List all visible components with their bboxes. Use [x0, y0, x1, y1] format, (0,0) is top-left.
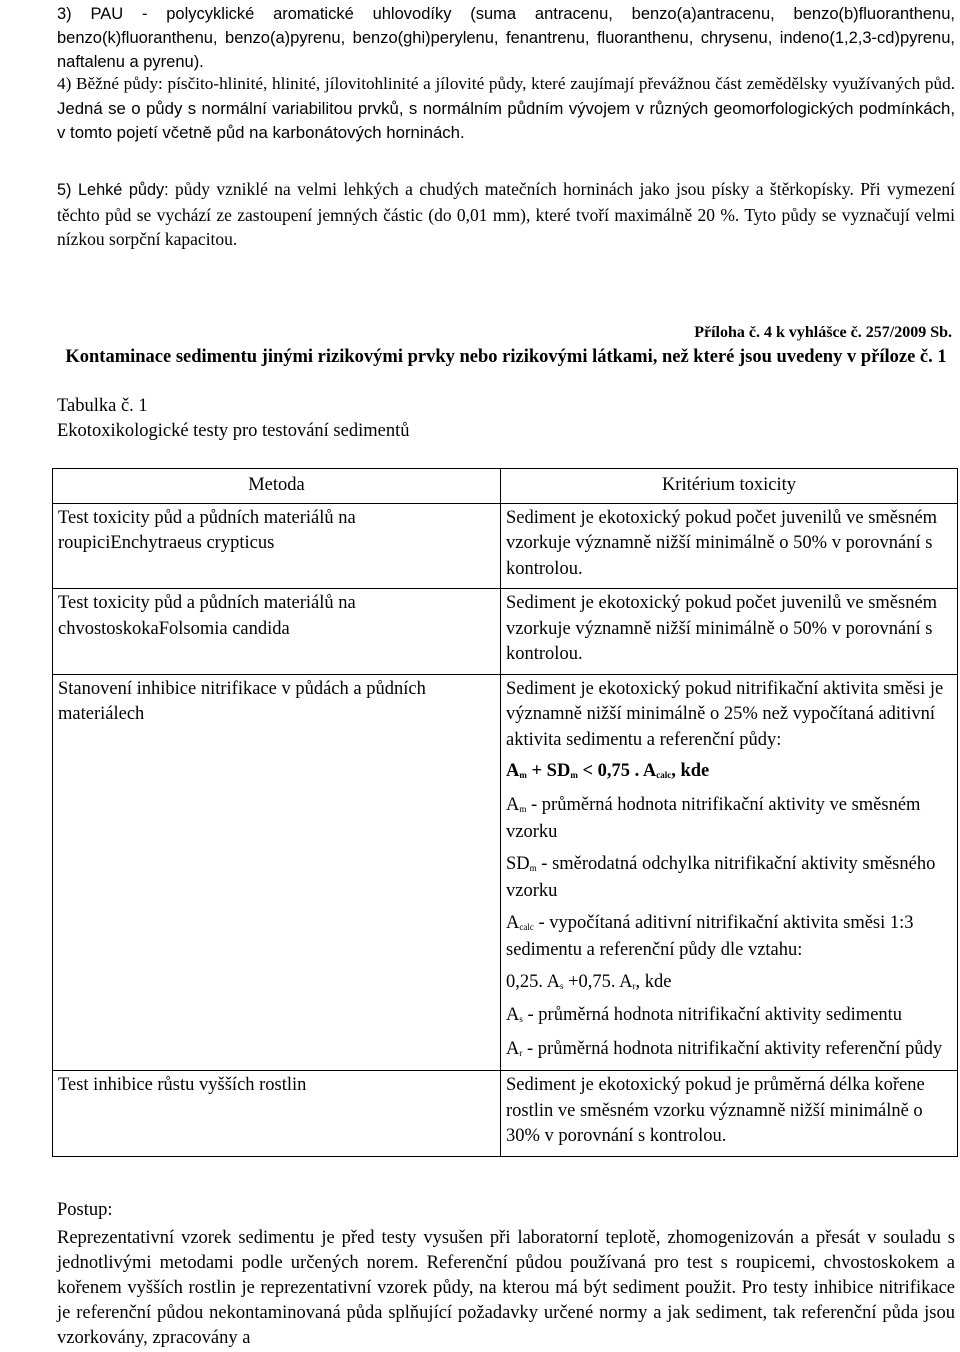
- formula-a-sub: m: [519, 770, 527, 780]
- criterion-cell: Sediment je ekotoxický pokud je průměrná délka kořene rostlin ve směsném vzorku významně nižší minimálně o 30% v porovnání s kontrolou.: [501, 1071, 958, 1157]
- criterion-cell: [501, 674, 958, 1071]
- criterion-cell: Sediment je ekotoxický pokud počet juvenilů ve směsném vzorkuje významně nižší minimálně o 50% v porovnání s kontrolou.: [501, 503, 958, 589]
- def-ar: Ar - průměrná hodnota nitrifikační aktivity referenční půdy: [506, 1038, 943, 1059]
- def-am: Am - průměrná hodnota nitrifikační aktivity ve směsném vzorku: [506, 794, 921, 842]
- item-3-paragraph: 3) PAU - polycyklické aromatické uhlovodíky (suma antracenu, benzo(a)antracenu, benzo(b)fluoranthenu, benzo(k)fluoranthenu, benzo(a)pyrenu, benzo(ghi)perylenu, fenantrenu, fluoranthenu, chrysenu, indeno(1,2,3-cd)pyrenu, naftalenu a pyrenu).: [57, 5, 955, 71]
- annex-reference: Příloha č. 4 k vyhlášce č. 257/2009 Sb.: [694, 324, 952, 341]
- item-5-rest: půdy vzniklé na velmi lehkých a chudých matečních horninách jako jsou písky a štěrkopísky. Při vymezení těchto půd se vychází ze zastoupení jemných částic (do 0,01 mm), které tvoří maximálně 20 %. Tyto půdy se vyznačují velmi nízkou sorpční kapacitou.: [57, 179, 955, 249]
- def-acalc: Acalc - vypočítaná aditivní nitrifikační aktivita směsi 1:3 sedimentu a referenční půdy dle vztahu:: [506, 912, 914, 960]
- def-sdm: SDm - směrodatná odchylka nitrifikační aktivity směsného vzorku: [506, 853, 936, 901]
- table-row: [53, 674, 958, 1071]
- method-cell: Test toxicity půd a půdních materiálů na chvostoskokaFolsomia candida: [53, 589, 501, 675]
- table-title: Ekotoxikologické testy pro testování sedimentů: [57, 421, 410, 441]
- def-as: As - průměrná hodnota nitrifikační aktivity sedimentu: [506, 1005, 903, 1025]
- table-row: [53, 503, 958, 589]
- formula: [506, 759, 952, 787]
- item-5-paragraph: [57, 177, 955, 252]
- criterion-text: Sediment je ekotoxický pokud nitrifikační aktivita směsi je významně nižší minimálně o 25% než vypočítaná aditivní aktivita sedimentu a referenční půdy:: [506, 678, 944, 750]
- header-criterion: Kritérium toxicity: [501, 469, 958, 504]
- def-equation: 0,25. As +0,75. Ar, kde: [506, 971, 672, 992]
- item-5-lead: 5) Lehké půdy:: [57, 181, 169, 199]
- formula-calc-sub: calc: [656, 770, 672, 780]
- formula-a: A: [506, 761, 520, 781]
- table-number: Tabulka č. 1: [57, 396, 148, 416]
- formula-sd-sub: m: [570, 770, 578, 780]
- toxicity-tests-table: [52, 468, 958, 1157]
- method-cell: Stanovení inhibice nitrifikace v půdách a půdních materiálech: [53, 674, 501, 1071]
- annex-heading: Kontaminace sedimentu jinými rizikovými prvky nebo rizikovými látkami, než které jsou uvedeny v příloze č. 1: [65, 347, 947, 367]
- formula-lt: < 0,75 . A: [577, 761, 657, 781]
- table-row: [53, 589, 958, 675]
- item-4-rest: Jedná se o půdy s normální variabilitou prvků, s normálním půdním vývojem v různých geomorfologických podmínkách, v tomto pojetí včetně půd na karbonátových horninách.: [57, 98, 955, 142]
- table-header-row: [53, 469, 958, 504]
- postup-label: Postup:: [57, 1200, 113, 1220]
- formula-kde: , kde: [671, 761, 710, 781]
- item-4-paragraph: [57, 72, 955, 146]
- method-cell: Test inhibice růstu vyšších rostlin: [53, 1071, 501, 1157]
- criterion-cell: Sediment je ekotoxický pokud počet juvenilů ve směsném vzorkuje významně nižší minimálně o 50% v porovnání s kontrolou.: [501, 589, 958, 675]
- header-method: Metoda: [53, 469, 501, 504]
- postup-text: Reprezentativní vzorek sedimentu je před testy vysušen při laboratorní teplotě, zhomogenizován a přesát v souladu s jednotlivými metodami podle určených norem. Referenční půdou používaná pro test s roupicemi, chvostoskokem a kořenem vyšších rostlin je reprezentativní vzorek půdy, na kterou má být sediment použit. Pro testy inhibice nitrifikace je referenční půdou nekontaminovaná půda splňující požadavky určené normy a jak sediment, tak referenční půda jsou vzorkovány, zpracovány a: [57, 1228, 955, 1348]
- formula-plus: + SD: [526, 761, 571, 781]
- item-4-lead: 4) Běžné půdy: písčito-hlinité, hlinité, jílovitohlinité a jílovité půdy, které zaujímají převážnou část zemědělsky využívaných půd.: [57, 74, 955, 93]
- method-cell: Test toxicity půd a půdních materiálů na roupiciEnchytraeus crypticus: [53, 503, 501, 589]
- table-row: [53, 1071, 958, 1157]
